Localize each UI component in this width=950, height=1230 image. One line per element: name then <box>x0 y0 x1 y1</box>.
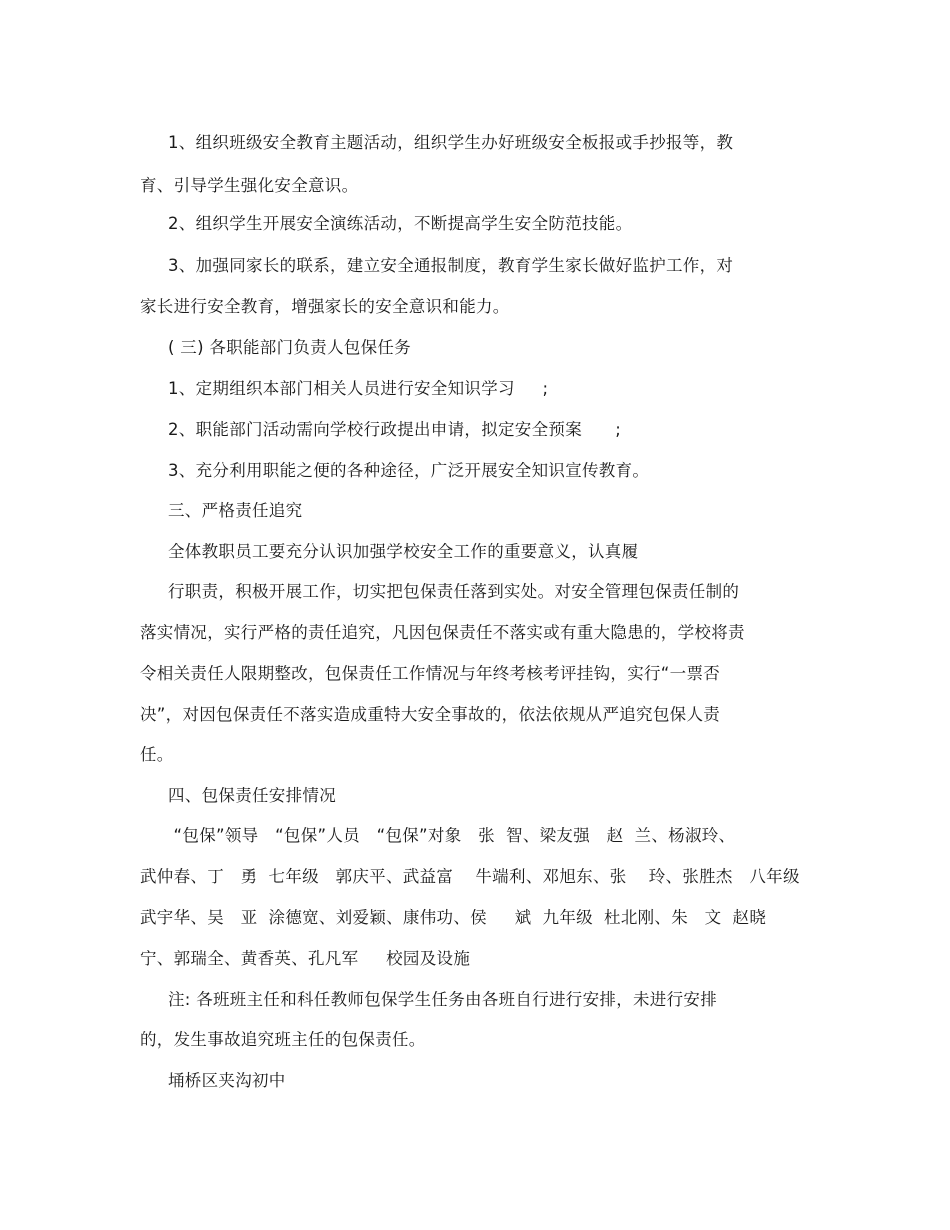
para-line: 宁、郭瑞全、黄香英、孔凡军 校园及设施 <box>140 949 471 968</box>
section-heading: 三、严格责任追究 <box>168 501 303 520</box>
section-heading: 四、包保责任安排情况 <box>168 786 336 805</box>
section-heading: ( 三) 各职能部门负责人包保任务 <box>168 338 411 357</box>
para-line: 武仲春、丁 勇 七年级 郭庆平、武益富 牛端利、邓旭东、张 玲、张胜杰 八年级 <box>140 867 800 886</box>
para-line: 武宇华、吴 亚 涂德宽、刘爱颖、康伟功、侯 斌 九年级 杜北刚、朱 文 赵晓 <box>140 908 767 927</box>
para-line: “包保”领导 “包保”人员 “包保”对象 张 智、梁友强 赵 兰、杨淑玲、 <box>168 826 736 845</box>
para-line: 3、加强同家长的联系，建立安全通报制度，教育学生家长做好监护工作，对 <box>168 256 734 275</box>
para-line: 落实情况，实行严格的责任追究，凡因包保责任不落实或有重大隐患的，学校将责 <box>140 623 745 642</box>
para-line: 2、职能部门活动需向学校行政提出申请，拟定安全预案 ; <box>168 420 622 439</box>
para-line: 1、定期组织本部门相关人员进行安全知识学习 ; <box>168 379 549 398</box>
note-line: 的，发生事故追究班主任的包保责任。 <box>140 1030 426 1049</box>
para-line: 任。 <box>140 745 174 764</box>
para-line: 1、组织班级安全教育主题活动，组织学生办好班级安全板报或手抄报等，教 <box>168 133 734 152</box>
para-line: 家长进行安全教育，增强家长的安全意识和能力。 <box>140 297 510 316</box>
para-line: 令相关责任人限期整改，包保责任工作情况与年终考核考评挂钩，实行“一票否 <box>140 664 721 683</box>
para-line: 决”，对因包保责任不落实造成重特大安全事故的，依法依规从严追究包保人责 <box>140 705 721 724</box>
signature-line: 埇桥区夹沟初中 <box>168 1071 286 1090</box>
para-line: 行职责，积极开展工作，切实把包保责任落到实处。对安全管理包保责任制的 <box>168 582 740 601</box>
para-line: 全体教职员工要充分认识加强学校安全工作的重要意义，认真履 <box>168 542 639 561</box>
para-line: 2、组织学生开展安全演练活动，不断提高学生安全防范技能。 <box>168 214 633 233</box>
para-line: 3、充分利用职能之便的各种途径，广泛开展安全知识宣传教育。 <box>168 461 650 480</box>
para-line: 育、引导学生强化安全意识。 <box>140 176 359 195</box>
note-line: 注: 各班班主任和科任教师包保学生任务由各班自行进行安排，未进行安排 <box>168 990 718 1009</box>
